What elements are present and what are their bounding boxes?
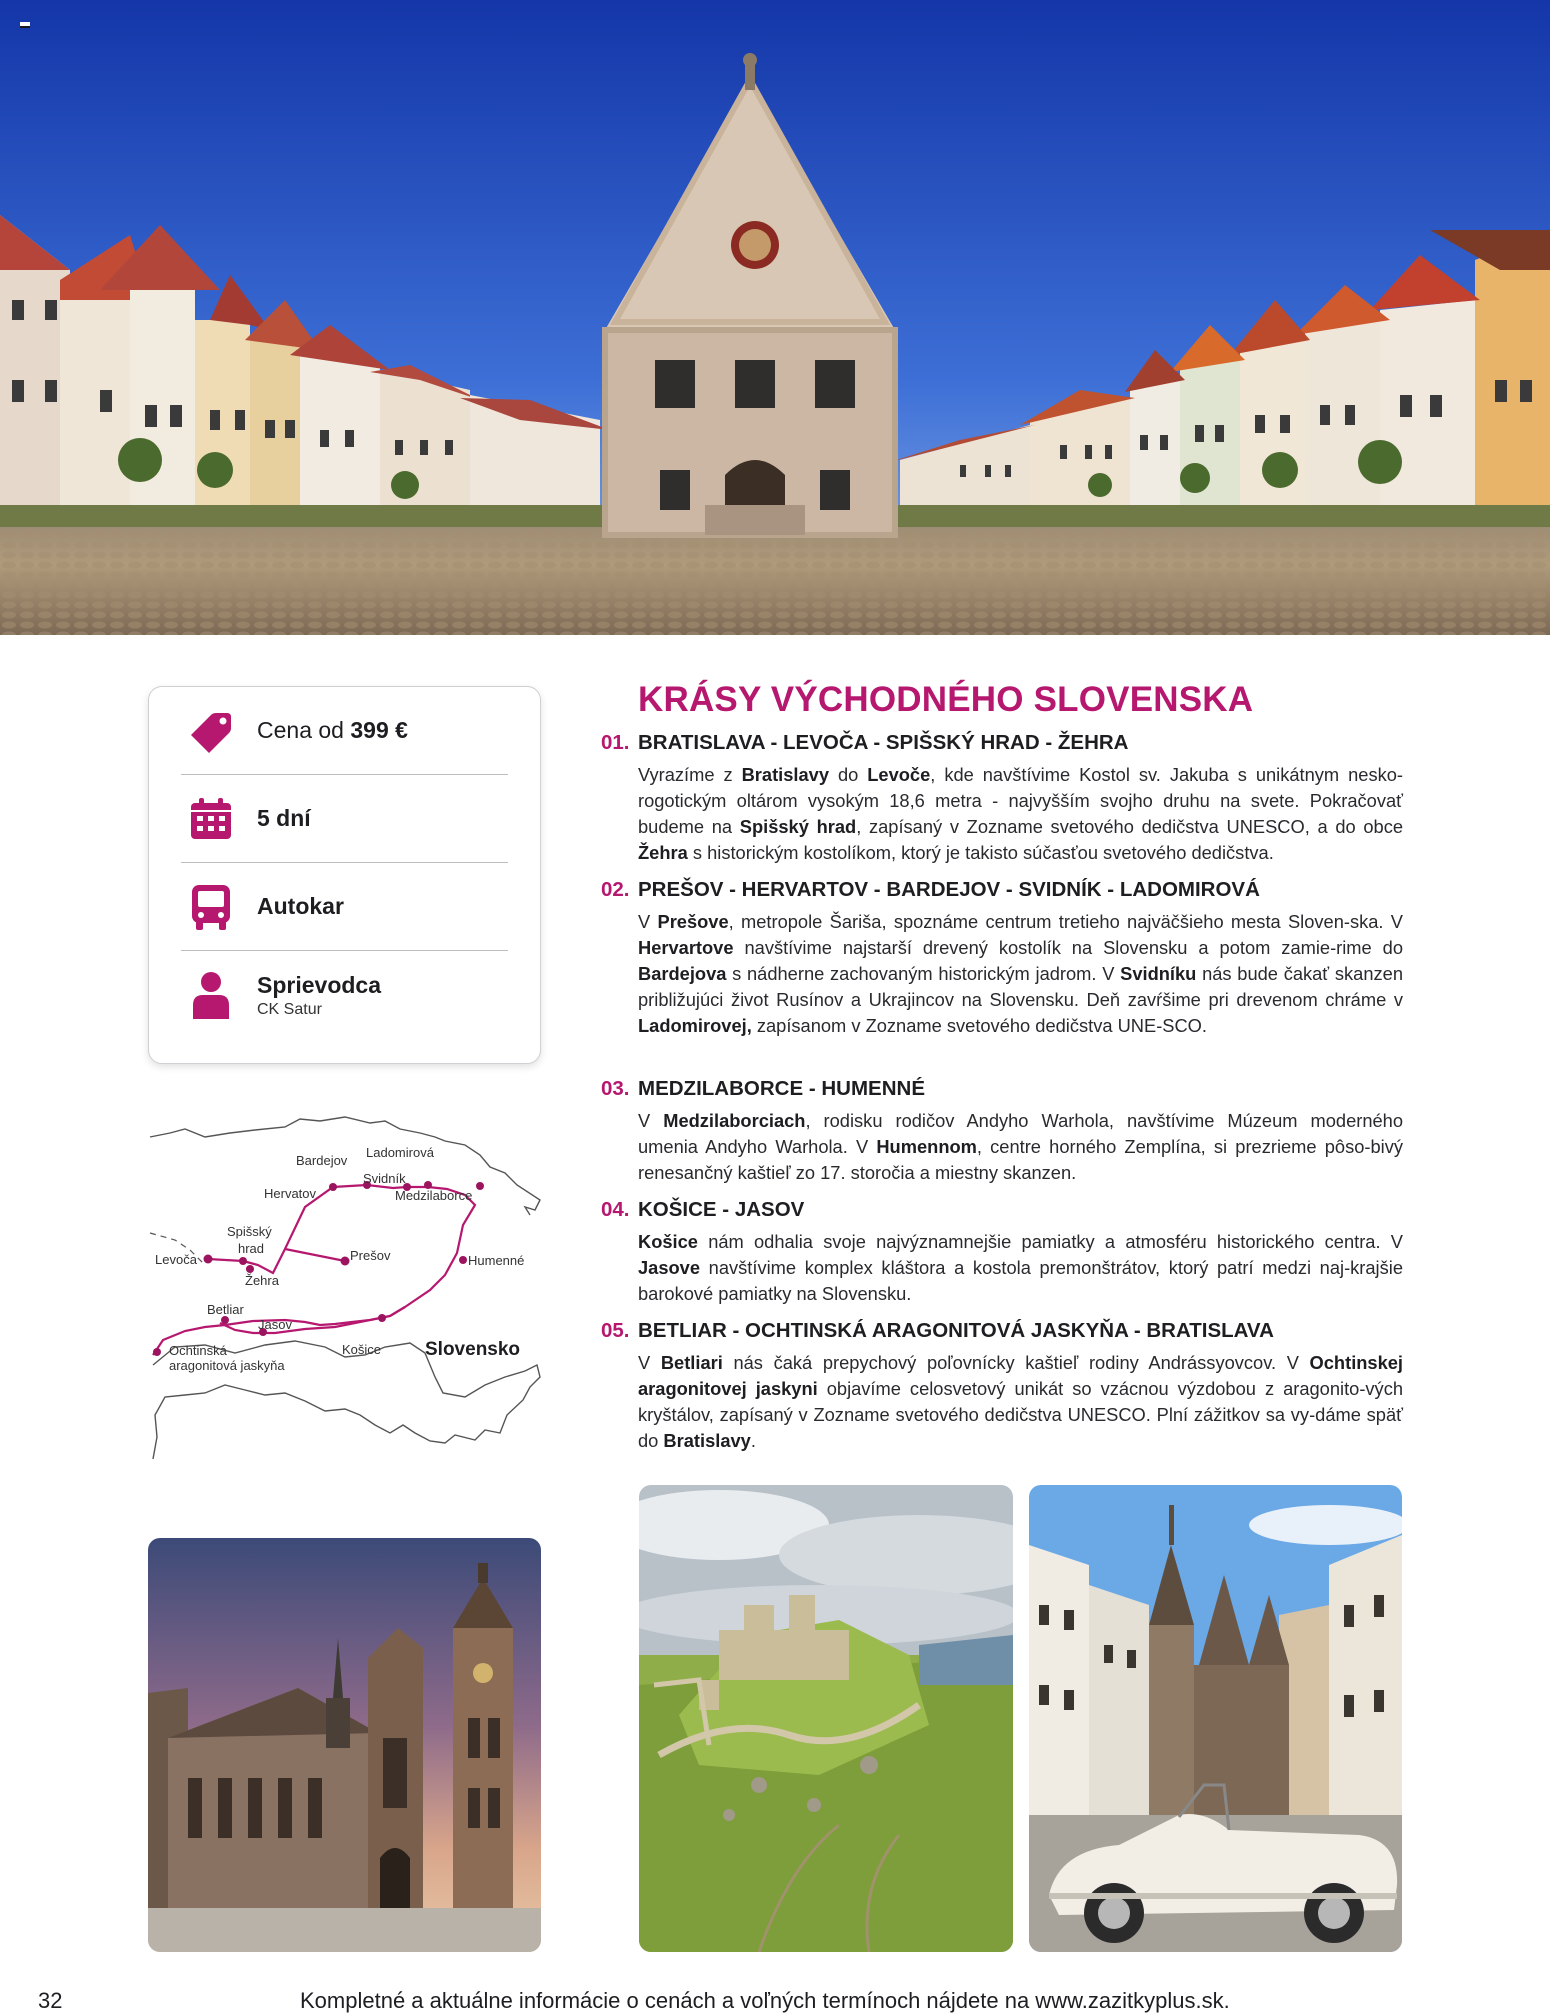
guide-subtext: CK Satur	[257, 1000, 322, 1018]
map-label-zehra: Žehra	[245, 1273, 279, 1288]
map-label-spissky: Spišský	[227, 1224, 272, 1239]
day-description: V Prešove, metropole Šariša, spoznáme centrum tretieho najväčšieho mesta Sloven-ska. V Hervartove navštívime najstarší drevený kostolík na Slovensku a potom zamie-rime do Bardejova s nádherne zachovaným historickým jadrom. V Svidníku nás bude čakať skanzen približujúci život Rusínov a Ukrajincov na Slovensku. Deň zavŕšime pri drevenom chráme v Ladomirovej, zapísanom v Zozname svetového dedičstva UNE-SCO.	[638, 911, 1403, 1036]
map-label-betliar: Betliar	[207, 1302, 244, 1317]
photo-kosice-cathedral	[148, 1538, 541, 1952]
guide-text: Sprievodca	[257, 971, 381, 998]
price-label: Cena od	[257, 717, 344, 743]
day-title: KOŠICE - JASOV	[638, 1198, 805, 1221]
itinerary-day-2	[601, 878, 1401, 1039]
calendar-icon	[187, 795, 235, 843]
itinerary-day-3	[601, 1077, 1401, 1186]
guide-row	[181, 951, 508, 1039]
map-label-presov: Prešov	[350, 1248, 391, 1263]
map-label-ochtinska: Ochtinská	[169, 1343, 227, 1358]
transport-row	[181, 863, 508, 951]
photo-kosice-street-car	[1029, 1485, 1402, 1952]
bus-icon	[187, 883, 235, 931]
route-map	[145, 1115, 545, 1465]
tour-title: KRÁSY VÝCHODNÉHO SLOVENSKA	[638, 680, 1254, 719]
day-title: MEDZILABORCE - HUMENNÉ	[638, 1077, 925, 1100]
hero-photo-bardejov-square	[0, 0, 1550, 635]
map-label-jaskyna: aragonitová jaskyňa	[169, 1358, 285, 1373]
map-label-levoca: Levoča	[155, 1252, 197, 1267]
day-description: Vyrazíme z Bratislavy do Levoče, kde navštívime Kostol sv. Jakuba s unikátnym nesko-rogotickým oltárom vysokým 18,6 metra - najvyšším svojho druhu na svete. Pokračovať budeme na Spišský hrad, zapísaný v Zozname svetového dedičstva UNESCO, a do obce Žehra s historickým kostolíkom, ktorý je takisto súčasťou svetového dedičstva.	[638, 764, 1403, 863]
day-description: V Medzilaborciach, rodisku rodičov Andyho Warhola, navštívime Múzeum moderného umenia Andyho Warhola. V Humennom, centre horného Zemplína, si prezrieme pôso-bivý renesančný kaštieľ zo 17. storočia a miestny skanzen.	[638, 1110, 1403, 1183]
map-label-kosice: Košice	[342, 1342, 382, 1357]
transport-text: Autokar	[257, 893, 344, 919]
footer-info: Kompletné a aktuálne informácie o cenách a voľných termínoch nájdete na www.zazitkyplus.sk.	[300, 1988, 1230, 2013]
map-label-bardejov: Bardejov	[296, 1153, 348, 1168]
itinerary-day-1	[601, 731, 1401, 866]
day-description: V Betliari nás čaká prepychový poľovnícky kaštieľ rodiny Andrássyovcov. V Ochtinskej aragonitovej jaskyni objavíme celosvetový unikát so vzácnou výzdobou z aragonito-vých kryštálov, zapísaný v Zozname svetového dedičstva UNESCO. Plní zážitkov sa vy-dáme späť do Bratislavy.	[638, 1352, 1404, 1451]
corner-mark	[20, 22, 30, 26]
day-number: 01.	[601, 731, 630, 754]
duration-text: 5 dní	[257, 805, 311, 831]
day-title: BETLIAR - OCHTINSKÁ ARAGONITOVÁ JASKYŇA - BRATISLAVA	[638, 1319, 1274, 1342]
duration-row	[181, 775, 508, 863]
photo-spis-castle	[639, 1485, 1013, 1952]
day-number: 05.	[601, 1319, 630, 1342]
map-label-ladomirova: Ladomirová	[366, 1145, 434, 1160]
itinerary-day-4	[601, 1198, 1401, 1307]
map-label-country: Slovensko	[425, 1339, 521, 1360]
map-label-medzilaborce: Medzilaborce	[395, 1188, 473, 1203]
price-tag-icon	[187, 707, 235, 755]
itinerary-day-5	[601, 1319, 1404, 1454]
day-number: 02.	[601, 878, 630, 901]
day-title: PREŠOV - HERVARTOV - BARDEJOV - SVIDNÍK - LADOMIROVÁ	[638, 878, 1260, 901]
day-description: Košice nám odhalia svoje najvýznamnejšie pamiatky a atmosféru historického centra. V Jasove navštívime komplex kláštora a kostola premonštrátov, ktorý patrí medzi naj-krajšie barokové pamiatky na Slovensku.	[638, 1231, 1403, 1304]
map-label-jasov: Jasov	[258, 1317, 292, 1332]
page-number: 32	[38, 1988, 63, 2013]
person-icon	[187, 971, 235, 1019]
day-title: BRATISLAVA - LEVOČA - SPIŠSKÝ HRAD - ŽEHRA	[638, 731, 1129, 754]
price-row	[181, 687, 508, 775]
day-number: 04.	[601, 1198, 630, 1221]
day-number: 03.	[601, 1077, 630, 1100]
map-label-humenne: Humenné	[468, 1253, 525, 1268]
map-label-svidnik: Svidník	[363, 1171, 406, 1186]
map-label-hervatov: Hervatov	[264, 1186, 317, 1201]
map-label-hrad: hrad	[238, 1241, 265, 1256]
price-value: 399 €	[350, 717, 408, 743]
tour-info-card	[148, 686, 541, 1064]
